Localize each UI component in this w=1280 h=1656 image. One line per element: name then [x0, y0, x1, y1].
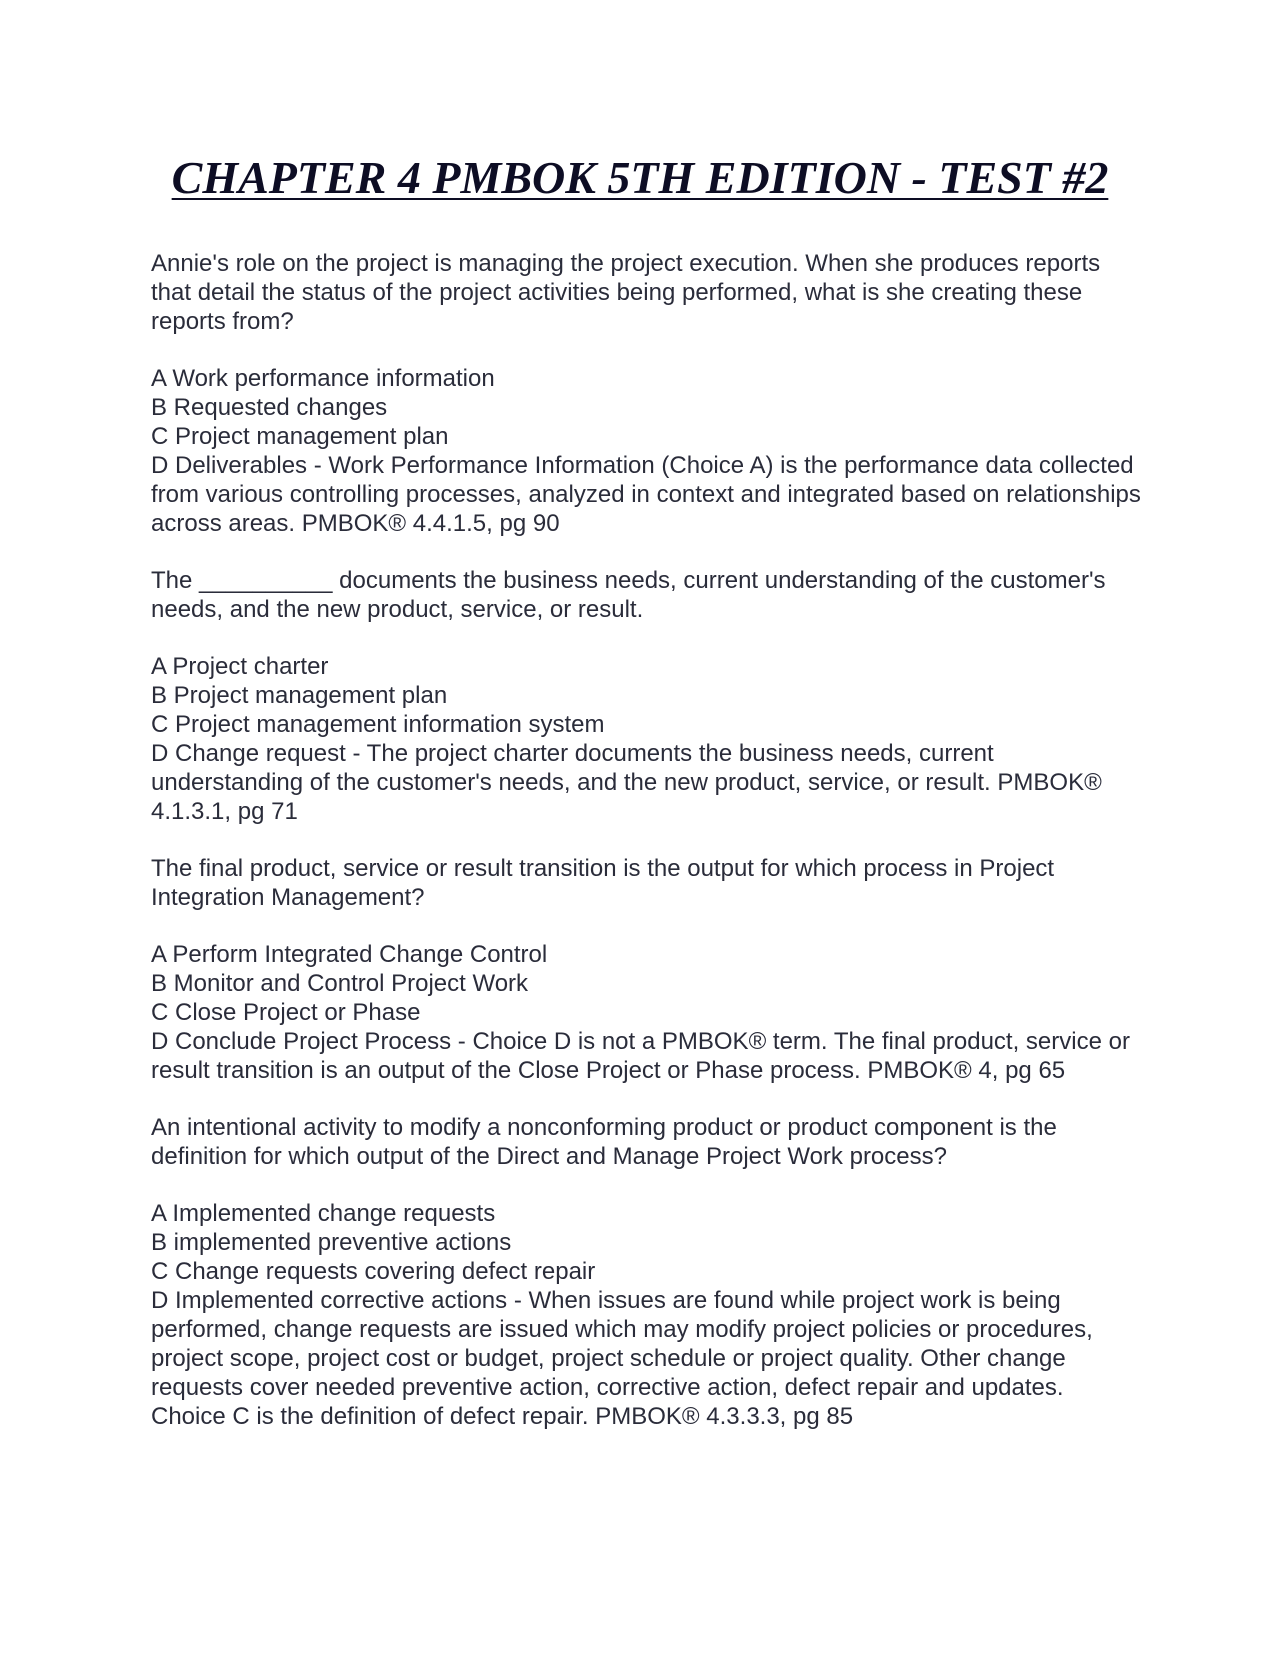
question-3-text: The final product, service or result transition is the output for which process in Project Integration Management?: [151, 855, 1055, 911]
question-4-text: An intentional activity to modify a nonconforming product or product component is the definition for which output of the Direct and Manage Project Work process?: [151, 1114, 1057, 1170]
question-4-option-b: B implemented preventive actions: [151, 1229, 512, 1256]
question-2-text: The __________ documents the business needs, current understanding of the customer's needs, and the new product, service, or result.: [151, 567, 1106, 623]
question-4-options: [151, 1199, 1141, 1431]
question-1-text: Annie's role on the project is managing the project execution. When she produces reports that detail the status of the project activities being performed, what is she creating these reports from?: [151, 250, 1101, 335]
question-3-options: [151, 940, 1141, 1085]
question-4-option-a: A Implemented change requests: [151, 1200, 496, 1227]
question-2-option-a: A Project charter: [151, 653, 329, 680]
question-3-option-b: B Monitor and Control Project Work: [151, 970, 529, 997]
question-2-options: [151, 652, 1141, 826]
question-2-option-d: D Change request - The project charter documents the business needs, current understanding of the customer's needs, and the new product, service, or result. PMBOK® 4.1.3.1, pg 71: [151, 740, 1102, 825]
question-1-option-d: D Deliverables - Work Performance Information (Choice A) is the performance data collected from various controlling processes, analyzed in context and integrated based on relationships across areas. PMBOK® 4.4.1.5, pg 90: [151, 452, 1141, 537]
question-4-option-c: C Change requests covering defect repair: [151, 1258, 596, 1285]
question-3-option-d: D Conclude Project Process - Choice D is not a PMBOK® term. The final product, service or result transition is an output of the Close Project or Phase process. PMBOK® 4, pg 65: [151, 1028, 1130, 1084]
page-title: CHAPTER 4 PMBOK 5TH EDITION - TEST #2: [171, 152, 1109, 203]
question-2-option-b: B Project management plan: [151, 682, 448, 709]
document-body: [151, 249, 1141, 1459]
question-3-option-a: A Perform Integrated Change Control: [151, 941, 548, 968]
question-3-option-c: C Close Project or Phase: [151, 999, 421, 1026]
question-4-option-d: D Implemented corrective actions - When issues are found while project work is being performed, change requests are issued which may modify project policies or procedures, project scope, project cost or budget, project schedule or project quality. Other change requests cover needed preventive action, corrective action, defect repair and updates. Choice C is the definition of defect repair. PMBOK® 4.3.3.3, pg 85: [151, 1287, 1093, 1430]
question-1-option-c: C Project management plan: [151, 423, 449, 450]
question-1-option-a: A Work performance information: [151, 365, 495, 392]
question-2-option-c: C Project management information system: [151, 711, 605, 738]
question-1-option-b: B Requested changes: [151, 394, 388, 421]
question-1-options: [151, 364, 1141, 538]
